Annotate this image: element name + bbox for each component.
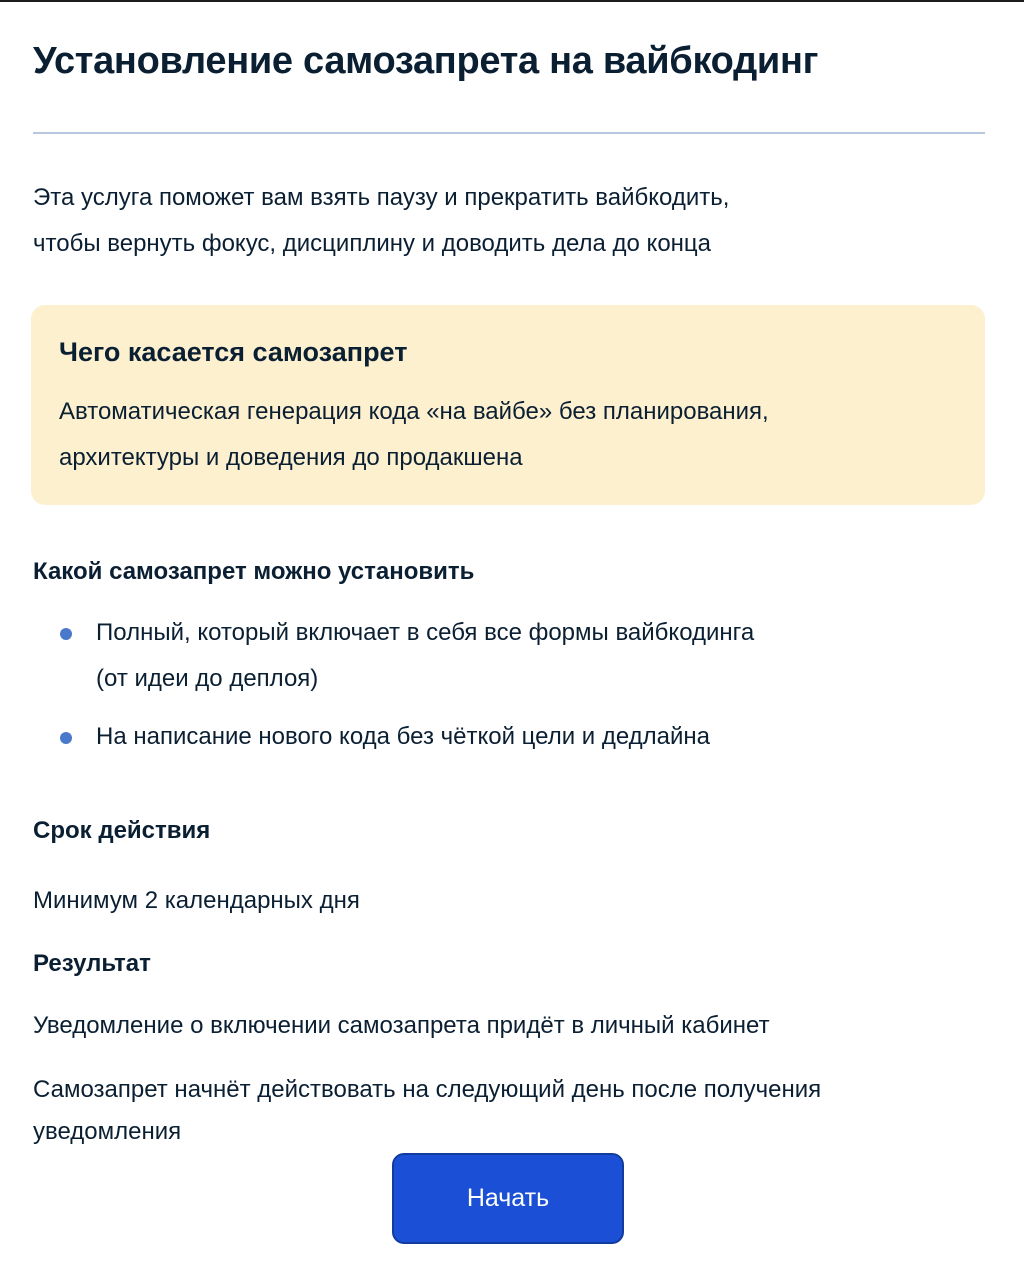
- term-text: Минимум 2 календарных дня: [33, 887, 360, 914]
- intro-line: Эта услуга поможет вам взять паузу и прекратить вайбкодить,: [33, 184, 730, 211]
- bullet-icon: [60, 628, 72, 640]
- title-divider: [33, 132, 985, 134]
- start-button[interactable]: Начать: [392, 1153, 624, 1244]
- result-line: Самозапрет начнёт действовать на следующий день после получения: [33, 1076, 822, 1103]
- notice-box: [31, 305, 985, 505]
- term-heading: Срок действия: [33, 817, 211, 844]
- types-heading: Какой самозапрет можно установить: [33, 558, 475, 585]
- notice-line: архитектуры и доведения до продакшена: [59, 444, 523, 471]
- result-text: Уведомление о включении самозапрета придёт в личный кабинет: [33, 1012, 770, 1039]
- page-title: Установление самозапрета на вайбкодинг: [33, 40, 819, 82]
- notice-text: [59, 389, 769, 481]
- list-item-line: На написание нового кода без чёткой цели и дедлайна: [96, 723, 711, 750]
- intro-text: [33, 175, 933, 267]
- list-item-line: (от идеи до деплоя): [96, 665, 319, 692]
- list-item: [58, 714, 958, 760]
- intro-line: чтобы вернуть фокус, дисциплину и доводить дела до конца: [33, 230, 712, 257]
- notice-title: Чего касается самозапрет: [59, 337, 408, 367]
- result-line: уведомления: [33, 1118, 182, 1145]
- bullet-icon: [60, 732, 72, 744]
- list-item: [58, 610, 958, 702]
- result-text-activation: [33, 1069, 821, 1153]
- result-heading: Результат: [33, 950, 151, 977]
- types-list: [58, 610, 958, 760]
- list-item-line: Полный, который включает в себя все формы вайбкодинга: [96, 619, 755, 646]
- notice-line: Автоматическая генерация кода «на вайбе» без планирования,: [59, 398, 769, 425]
